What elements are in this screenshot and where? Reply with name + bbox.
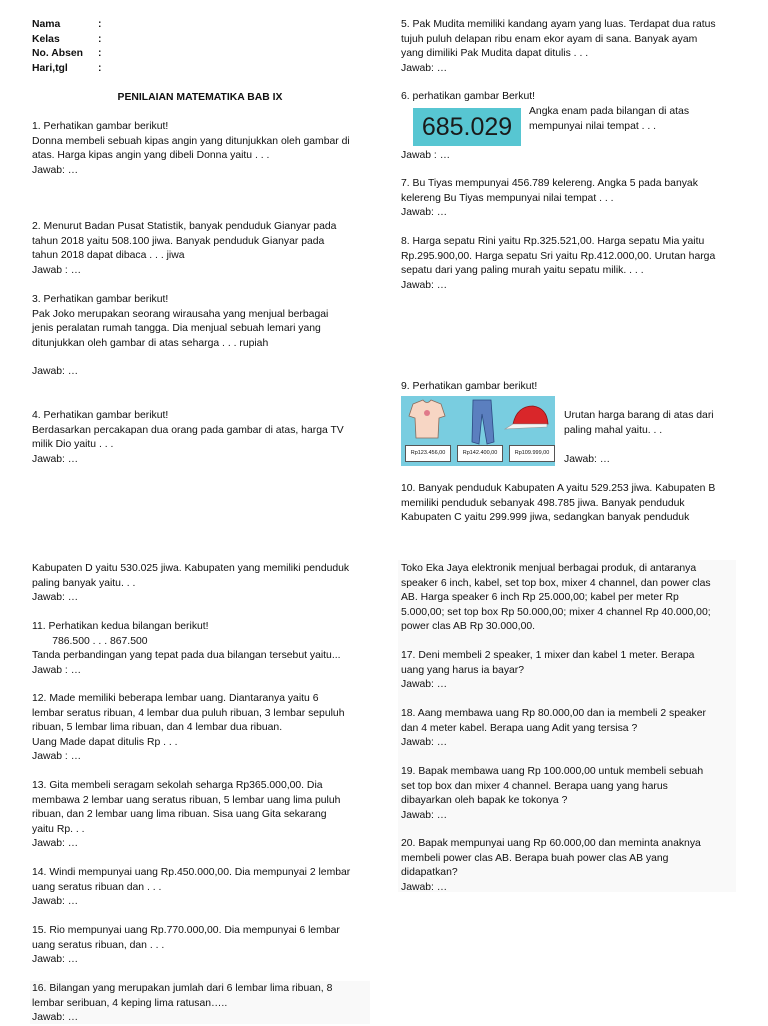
text-line: dibayarkan oleh bapak ke tokonya ? — [401, 795, 568, 807]
text-line: Uang Made dapat ditulis Rp . . . — [32, 736, 178, 748]
text-line: tahun 2018 yaitu 508.100 jiwa. Banyak penduduk Gianyar pada — [32, 235, 325, 247]
text-line: Kabupaten D yaitu 530.025 jiwa. Kabupaten yang memiliki penduduk — [32, 563, 350, 574]
text-line: Jawab: … — [401, 881, 448, 893]
text-line: No. Absen — [32, 48, 83, 60]
info-row — [32, 62, 101, 77]
text-line: 2. Menurut Badan Pusat Statistik, banyak penduduk Gianyar pada — [32, 221, 337, 232]
text-line: kelereng Bu Tiyas mempunyai nilai tempat . . . — [401, 192, 614, 204]
text-line: Jawab: … — [401, 62, 448, 74]
text-line: Jawab: … — [564, 454, 611, 465]
text-line: 5. Pak Mudita memiliki kandang ayam yang luas. Terdapat dua ratus — [401, 19, 716, 30]
text-line: 13. Gita membeli seragam sekolah seharga Rp365.000,00. Dia — [32, 780, 323, 791]
question-10-continued — [32, 562, 349, 606]
text-line: lembar seratus ribuan, 4 lembar dua puluh ribuan, 3 lembar sepuluh — [32, 707, 345, 719]
text-line: membawa 2 lembar uang seratus ribuan, 5 lembar uang lima puluh — [32, 794, 341, 806]
question-2 — [32, 220, 336, 278]
text-line: lembar seribuan, 4 keping lima ratusan….. — [32, 997, 228, 1009]
shirt-icon — [409, 400, 445, 438]
text-line: paling mahal yaitu. . . — [564, 424, 663, 436]
text-line: 4. Perhatikan gambar berikut! — [32, 410, 169, 421]
text-line: Kabupaten C yaitu 299.999 jiwa, sedangkan banyak penduduk — [401, 512, 690, 524]
text-line: mempunyai nilai tempat . . . — [529, 120, 657, 132]
text-line: Jawab: … — [401, 279, 448, 291]
text-line: uang yang harus ia bayar? — [401, 664, 525, 676]
text-line: 5.000,00; set top box Rp 50.000,00; mixer 4 channel Rp 40.000,00; — [401, 606, 711, 618]
text-line: Jawab: … — [32, 896, 79, 908]
text-line: Jawab: … — [401, 737, 448, 749]
text-line: tahun 2018 dapat dibaca . . . jiwa — [32, 250, 185, 262]
text-line: Nama — [32, 19, 61, 30]
text-line: Jawab: … — [401, 809, 448, 821]
text-line: Urutan harga barang di atas dari — [564, 410, 714, 421]
text-line: 10. Banyak penduduk Kabupaten A yaitu 529.253 jiwa. Kabupaten B — [401, 483, 716, 494]
cap-icon — [513, 406, 548, 424]
text-line: Kelas — [32, 33, 60, 45]
text-line: memiliki penduduk sebanyak 498.785 jiwa. Banyak penduduk — [401, 497, 685, 509]
text-line: Jawab: … — [32, 838, 79, 850]
question-3-answer — [32, 365, 78, 380]
text-line: Jawab : … — [401, 150, 451, 161]
question-7 — [401, 177, 698, 221]
question-5 — [401, 18, 716, 76]
text-line: Rp.295.900,00. Harga sepatu Sri yaitu Rp.412.000,00. Urutan harga — [401, 250, 716, 262]
text-line: atas. Harga kipas angin yang dibeli Donna yaitu . . . — [32, 150, 270, 162]
text-line: 12. Made memiliki beberapa lembar uang. Diantaranya yaitu 6 — [32, 693, 319, 704]
text-line: tujuh puluh delapan ribu enam ekor ayam di sana. Banyak ayam — [401, 33, 698, 45]
text-line: Jawab: … — [32, 954, 79, 966]
text-line: : — [98, 19, 102, 30]
text-line: uang seratus ribuan, dan . . . — [32, 939, 165, 951]
text-line: 786.500 . . . 867.500 — [32, 635, 148, 647]
text-line: : — [98, 48, 102, 60]
price-tag-jeans: Rp142.400,00 — [457, 445, 503, 462]
text-line: jenis peralatan rumah tangga. Dia menjual sebuah lemari yang — [32, 323, 321, 335]
text-line: 1. Perhatikan gambar berikut! — [32, 121, 169, 132]
question-1 — [32, 120, 350, 178]
text-line: Jawab: … — [32, 366, 79, 377]
text-line: Jawab: … — [32, 1012, 79, 1024]
price-tag-cap: Rp109.999,00 — [509, 445, 555, 462]
text-line: Angka enam pada bilangan di atas — [529, 106, 690, 117]
question-20 — [401, 837, 701, 895]
question-9-answer — [564, 453, 610, 468]
question-13 — [32, 779, 340, 852]
text-line: 11. Perhatikan kedua bilangan berikut! — [32, 621, 209, 632]
text-line: Tanda perbandingan yang tepat pada dua bilangan tersebut yaitu... — [32, 650, 341, 662]
text-line: didapatkan? — [401, 867, 458, 879]
text-line: Jawab : … — [32, 264, 82, 276]
question-9-text — [564, 409, 714, 438]
text-line: ditunjukkan oleh gambar di atas seharga . . . rupiah — [32, 337, 269, 349]
text-line: Berdasarkan percakapan dua orang pada gambar di atas, harga TV — [32, 424, 344, 436]
info-row — [32, 18, 101, 33]
text-line: 3. Perhatikan gambar berikut! — [32, 294, 169, 305]
text-line: Jawab: … — [401, 207, 448, 219]
text-line: ribuan, dan 2 lembar uang lima ribuan. Sisa uang Gita sekarang — [32, 809, 327, 821]
student-info — [32, 18, 101, 76]
text-line: 14. Windi mempunyai uang Rp.450.000,00. Dia mempunyai 2 lembar — [32, 867, 351, 878]
text-line: Jawab: … — [32, 592, 79, 604]
price-tag-shirt: Rp123.456,00 — [405, 445, 451, 462]
text-line: Jawab: … — [401, 679, 448, 691]
text-line: Toko Eka Jaya elektronik menjual berbagai produk, di antaranya — [401, 563, 697, 574]
clothing-price-image — [401, 396, 555, 466]
question-3 — [32, 293, 328, 351]
question-6-text — [529, 105, 689, 134]
text-line: dan 4 meter kabel. Berapa uang Adit yang tersisa ? — [401, 722, 638, 734]
question-6-title — [401, 90, 535, 105]
text-line: : — [98, 62, 102, 74]
text-line: 8. Harga sepatu Rini yaitu Rp.325.521,00. Harga sepatu Mia yaitu — [401, 236, 705, 247]
text-line: Donna membeli sebuah kipas angin yang ditunjukkan oleh gambar di — [32, 135, 350, 147]
text-line: 17. Deni membeli 2 speaker, 1 mixer dan kabel 1 meter. Berapa — [401, 650, 695, 661]
question-12 — [32, 692, 344, 765]
text-line: : — [98, 33, 102, 45]
jeans-icon — [472, 400, 494, 444]
text-line: yang dimiliki Pak Mudita dapat ditulis . . . — [401, 48, 589, 60]
question-8 — [401, 235, 715, 293]
question-18 — [401, 707, 706, 751]
question-14 — [32, 866, 350, 910]
text-line: Jawab : … — [32, 751, 82, 763]
text-line: sepatu dari yang paling murah yaitu sepatu milik. . . . — [401, 265, 644, 277]
text-line: AB. Harga speaker 6 inch Rp 25.000,00; kabel per meter Rp — [401, 592, 679, 604]
number-image: 685.029 — [413, 108, 521, 146]
text-line: ribuan, 5 lembar lima ribuan, dan 4 lembar dua ribuan. — [32, 722, 283, 734]
text-line: paling banyak yaitu. . . — [32, 577, 136, 589]
text-line: 7. Bu Tiyas mempunyai 456.789 kelereng. Angka 5 pada banyak — [401, 178, 698, 189]
text-line: 18. Aang membawa uang Rp 80.000,00 dan ia membeli 2 speaker — [401, 708, 706, 719]
question-11 — [32, 620, 341, 678]
question-9-title — [401, 380, 537, 395]
text-line: yaitu Rp. . . — [32, 823, 85, 835]
question-19 — [401, 765, 703, 823]
text-line: Hari,tgl — [32, 62, 68, 74]
text-line: uang seratus ribuan dan . . . — [32, 881, 162, 893]
question-17 — [401, 649, 694, 693]
text-line: speaker 6 inch, kabel, set top box, mixer 4 channel, dan power clas — [401, 577, 711, 589]
info-row — [32, 33, 101, 48]
question-15 — [32, 924, 340, 968]
text-line: 16. Bilangan yang merupakan jumlah dari 6 lembar lima ribuan, 8 — [32, 983, 333, 994]
question-4 — [32, 409, 344, 467]
info-row — [32, 47, 101, 62]
question-16 — [32, 982, 332, 1026]
text-line: power clas AB Rp 30.000,00. — [401, 621, 536, 633]
text-line: set top box dan mixer 4 channel. Berapa uang yang harus — [401, 780, 668, 792]
text-line: 20. Bapak mempunyai uang Rp 60.000,00 dan meminta anaknya — [401, 838, 701, 849]
text-line: 19. Bapak membawa uang Rp 100.000,00 untuk membeli sebuah — [401, 766, 704, 777]
text-line: membeli power clas AB. Berapa buah power clas AB yang — [401, 852, 669, 864]
question-10 — [401, 482, 715, 526]
text-line: Pak Joko merupakan seorang wirausaha yang menjual berbagai — [32, 308, 329, 320]
text-line: Jawab: … — [32, 453, 79, 465]
question-6-answer — [401, 149, 450, 164]
page-title: PENILAIAN MATEMATIKA BAB IX — [117, 92, 283, 103]
text-line: Jawab : … — [32, 664, 82, 676]
text-line: 6. perhatikan gambar Berkut! — [401, 91, 535, 102]
text-line: milik Dio yaitu . . . — [32, 439, 114, 451]
text-line: 15. Rio mempunyai uang Rp.770.000,00. Dia mempunyai 6 lembar — [32, 925, 340, 936]
text-line: 9. Perhatikan gambar berikut! — [401, 381, 538, 392]
toko-paragraph — [401, 562, 711, 635]
text-line: Jawab: … — [32, 164, 79, 176]
